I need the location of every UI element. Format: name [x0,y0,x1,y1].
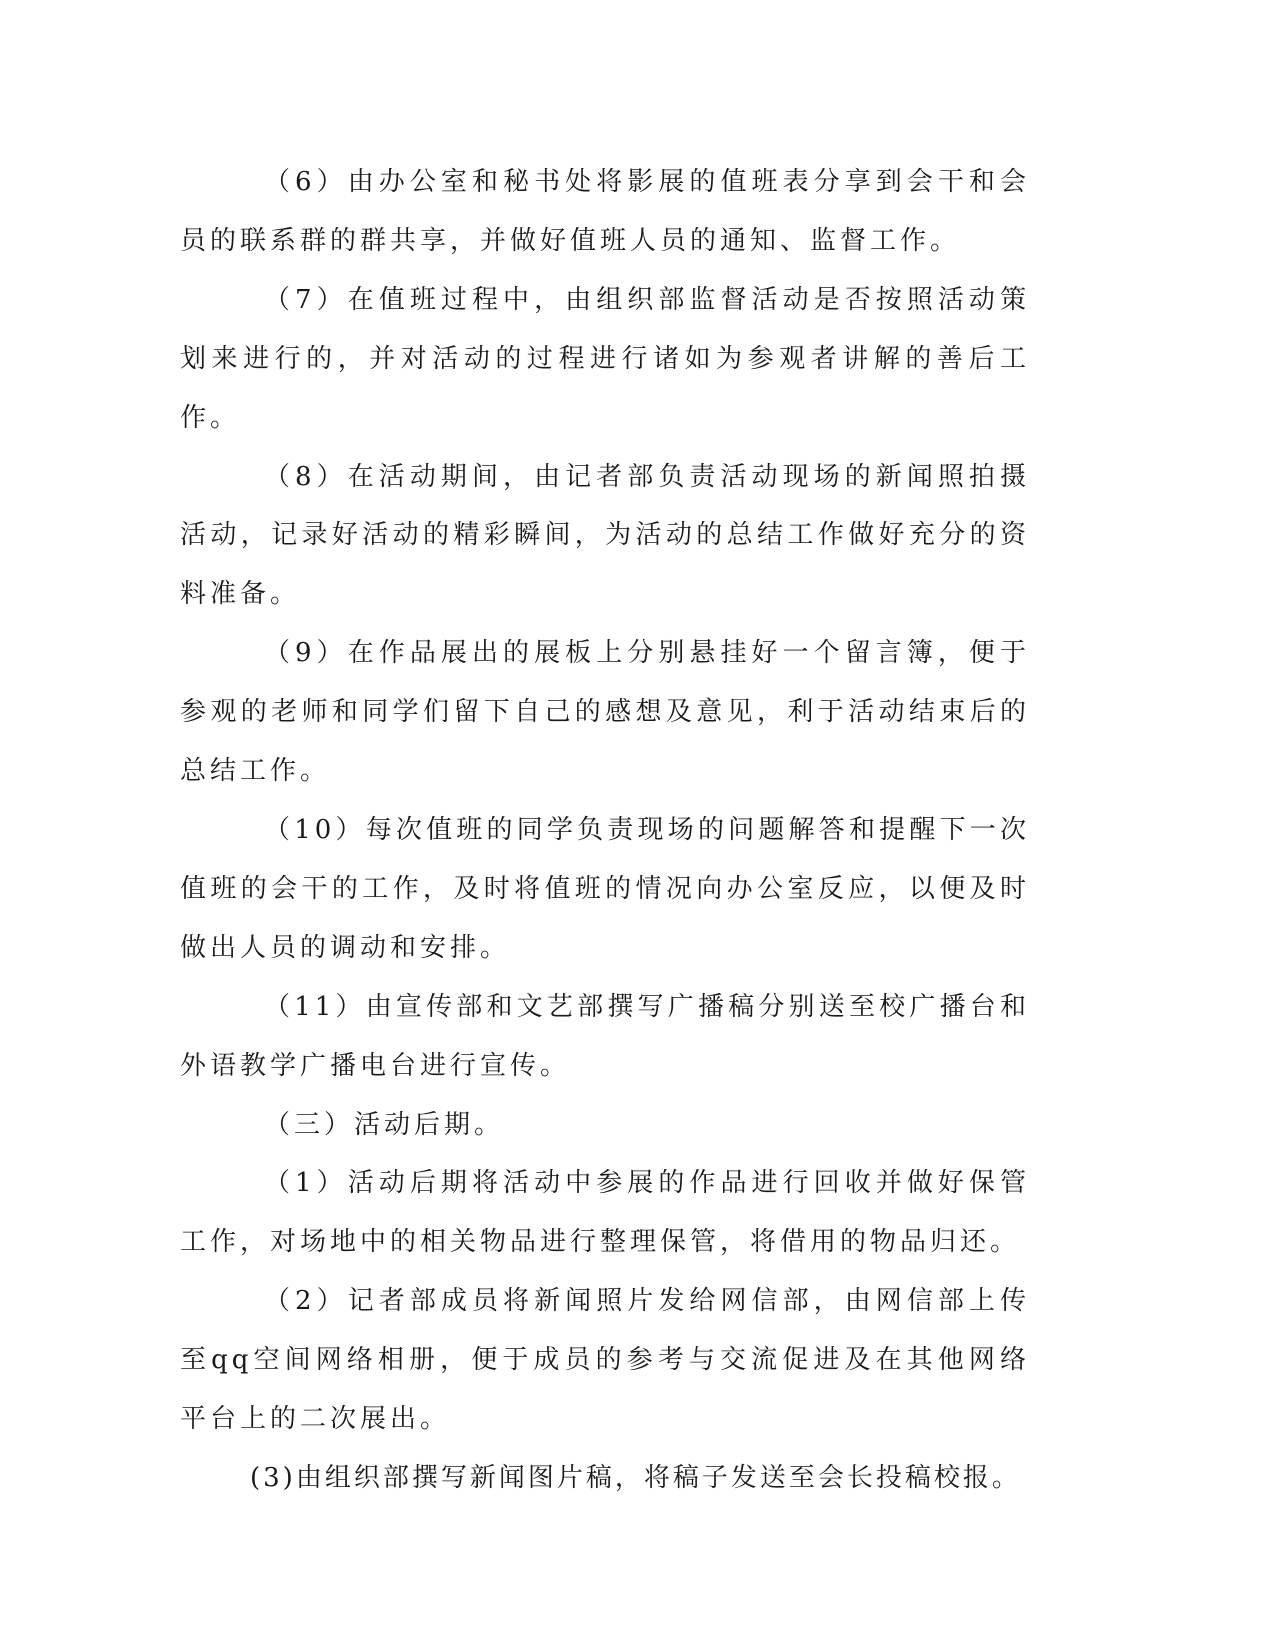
paragraph-post-2: （2）记者部成员将新闻照片发给网信部，由网信部上传至qq空间网络相册，便于成员的参考与交流促进及在其他网络平台上的二次展出。 [180,1286,1030,1435]
paragraph-item-7: （7）在值班过程中，由组织部监督活动是否按照活动策划来进行的，并对活动的过程进行诸如为参观者讲解的善后工作。 [180,284,1030,433]
paragraph-post-3: (3)由组织部撰写新闻图片稿，将稿子发送至会长投稿校报。 [250,1462,1021,1493]
paragraph-item-8: （8）在活动期间，由记者部负责活动现场的新闻照拍摄活动，记录好活动的精彩瞬间，为活动的总结工作做好充分的资料准备。 [180,461,1030,610]
section-heading-post-activity: （三）活动后期。 [264,1109,505,1140]
paragraph-item-9: （9）在作品展出的展板上分别悬挂好一个留言簿，便于参观的老师和同学们留下自己的感想及意见，利于活动结束后的总结工作。 [180,638,1030,787]
paragraph-item-11: （11）由宣传部和文艺部撰写广播稿分别送至校广播台和外语教学广播电台进行宣传。 [180,991,1030,1081]
paragraph-item-6: （6）由办公室和秘书处将影展的值班表分享到会干和会员的联系群的群共享，并做好值班人员的通知、监督工作。 [180,167,1030,256]
document-body [180,153,1030,1508]
paragraph-item-10: （10）每次值班的同学负责现场的问题解答和提醒下一次值班的会干的工作，及时将值班的情况向办公室反应，以便及时做出人员的调动和安排。 [180,814,1030,963]
paragraph-post-1: （1）活动后期将活动中参展的作品进行回收并做好保管工作，对场地中的相关物品进行整理保管，将借用的物品归还。 [180,1168,1030,1258]
